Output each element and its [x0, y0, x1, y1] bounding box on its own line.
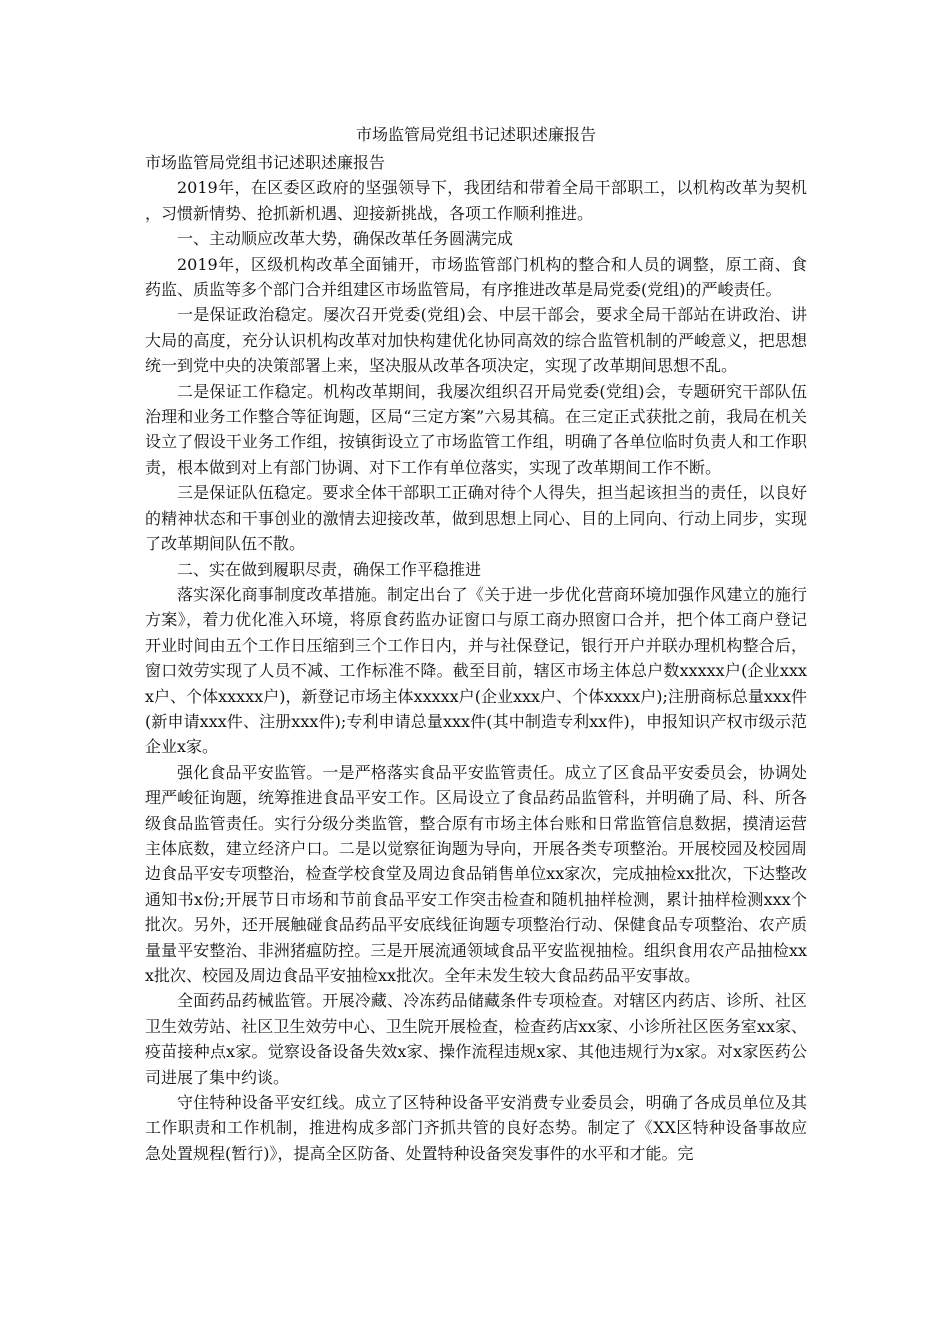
paragraph: 2019年，区级机构改革全面铺开，市场监管部门机构的整合和人员的调整，原工商、食药监、质监等多个部门合并组建区市场监管局，有序推进改革是局党委(党组)的严峻责任。: [145, 254, 807, 300]
document-page: [145, 122, 807, 1166]
paragraph: 二是保证工作稳定。机构改革期间，我屡次组织召开局党委(党组)会，专题研究干部队伍治理和业务工作整合等征询题，区局“三定方案”六易其稿。在三定正式获批之前，我局在机关设立了假设干业务工作组，按镇街设立了市场监管工作组，明确了各单位临时负责人和工作职责，根本做到对上有部门协调、对下工作有单位落实，实现了改革期间工作不断。: [145, 381, 807, 477]
paragraph: 2019年，在区委区政府的坚强领导下，我团结和带着全局干部职工，以机构改革为契机，习惯新情势、抢抓新机遇、迎接新挑战，各项工作顺利推进。: [145, 178, 807, 223]
document-subtitle: 市场监管局党组书记述职述廉报告: [145, 153, 386, 172]
paragraph: 一是保证政治稳定。屡次召开党委(党组)会、中层干部会，要求全局干部站在讲政治、讲大局的高度，充分认识机构改革对加快构建优化协同高效的综合监管机制的严峻意义，把思想统一到党中央的决策部署上来，坚决服从改革各项决定，实现了改革期间思想不乱。: [145, 305, 807, 376]
section-heading: 一、主动顺应改革大势，确保改革任务圆满完成: [177, 229, 514, 249]
document-title: 市场监管局党组书记述职述廉报告: [355, 125, 596, 144]
paragraph: 全面药品药械监管。开展冷藏、冷冻药品储藏条件专项检查。对辖区内药店、诊所、社区卫生效劳站、社区卫生效劳中心、卫生院开展检查，检查药店xx家、小诊所社区医务室xx家、疫苗接种点x家。觉察设备设备失效x家、操作流程违规x家、其他违规行为x家。对x家医药公司进展了集中约谈。: [145, 991, 807, 1087]
section-heading: 二、实在做到履职尽责，确保工作平稳推进: [177, 559, 482, 579]
paragraph: 强化食品平安监管。一是严格落实食品平安监管责任。成立了区食品平安委员会，协调处理严峻征询题，统筹推进食品平安工作。区局设立了食品药品监管科，并明确了局、科、所各级食品监管责任。实行分级分类监管，整合原有市场主体台账和日常监管信息数据，摸清运营主体底数，建立经济户口。二是以觉察征询题为导向，开展各类专项整治。开展校园及校园周边食品平安专项整治，检查学校食堂及周边食品销售单位xx家次，完成抽检xx批次，下达整改通知书x份;开展节日市场和节前食品平安工作突击检查和随机抽样检测，累计抽样检测xxx个批次。另外，还开展触碰食品药品平安底线征询题专项整治行动、保健食品专项整治、农产质量量平安整治、非洲猪瘟防控。三是开展流通领域食品平安监视抽检。组织食用农产品抽检xxx批次、校园及周边食品平安抽检xx批次。全年未发生较大食品药品平安事故。: [145, 762, 807, 985]
paragraph: 守住特种设备平安红线。成立了区特种设备平安消费专业委员会，明确了各成员单位及其工作职责和工作机制，推进构成多部门齐抓共管的良好态势。制定了《XX区特种设备事故应急处置规程(暂行)》，提高全区防备、处置特种设备突发事件的水平和才能。完: [145, 1093, 807, 1163]
paragraph: 落实深化商事制度改革措施。制定出台了《关于进一步优化营商环境加强作风建立的施行方案》，着力优化准入环境，将原食药监办证窗口与原工商办照窗口合并，把个体工商户登记开业时间由五个工作日压缩到三个工作日内，并与社保登记，银行开户并联办理机构整合后，窗口效劳实现了人员不减、工作标准不降。截至目前，辖区市场主体总户数xxxxx户(企业xxxx户、个体xxxxx户)，新登记市场主体xxxxx户(企业xxx户、个体xxxx户);注册商标总量xxx件(新申请xxx件、注册xxx件);专利申请总量xxx件(其中制造专利xx件)，申报知识产权市级示范企业x家。: [145, 584, 807, 757]
paragraph: 三是保证队伍稳定。要求全体干部职工正确对待个人得失，担当起该担当的责任，以良好的精神状态和干事创业的激情去迎接改革，做到思想上同心、目的上同向、行动上同步，实现了改革期间队伍不散。: [145, 483, 807, 554]
